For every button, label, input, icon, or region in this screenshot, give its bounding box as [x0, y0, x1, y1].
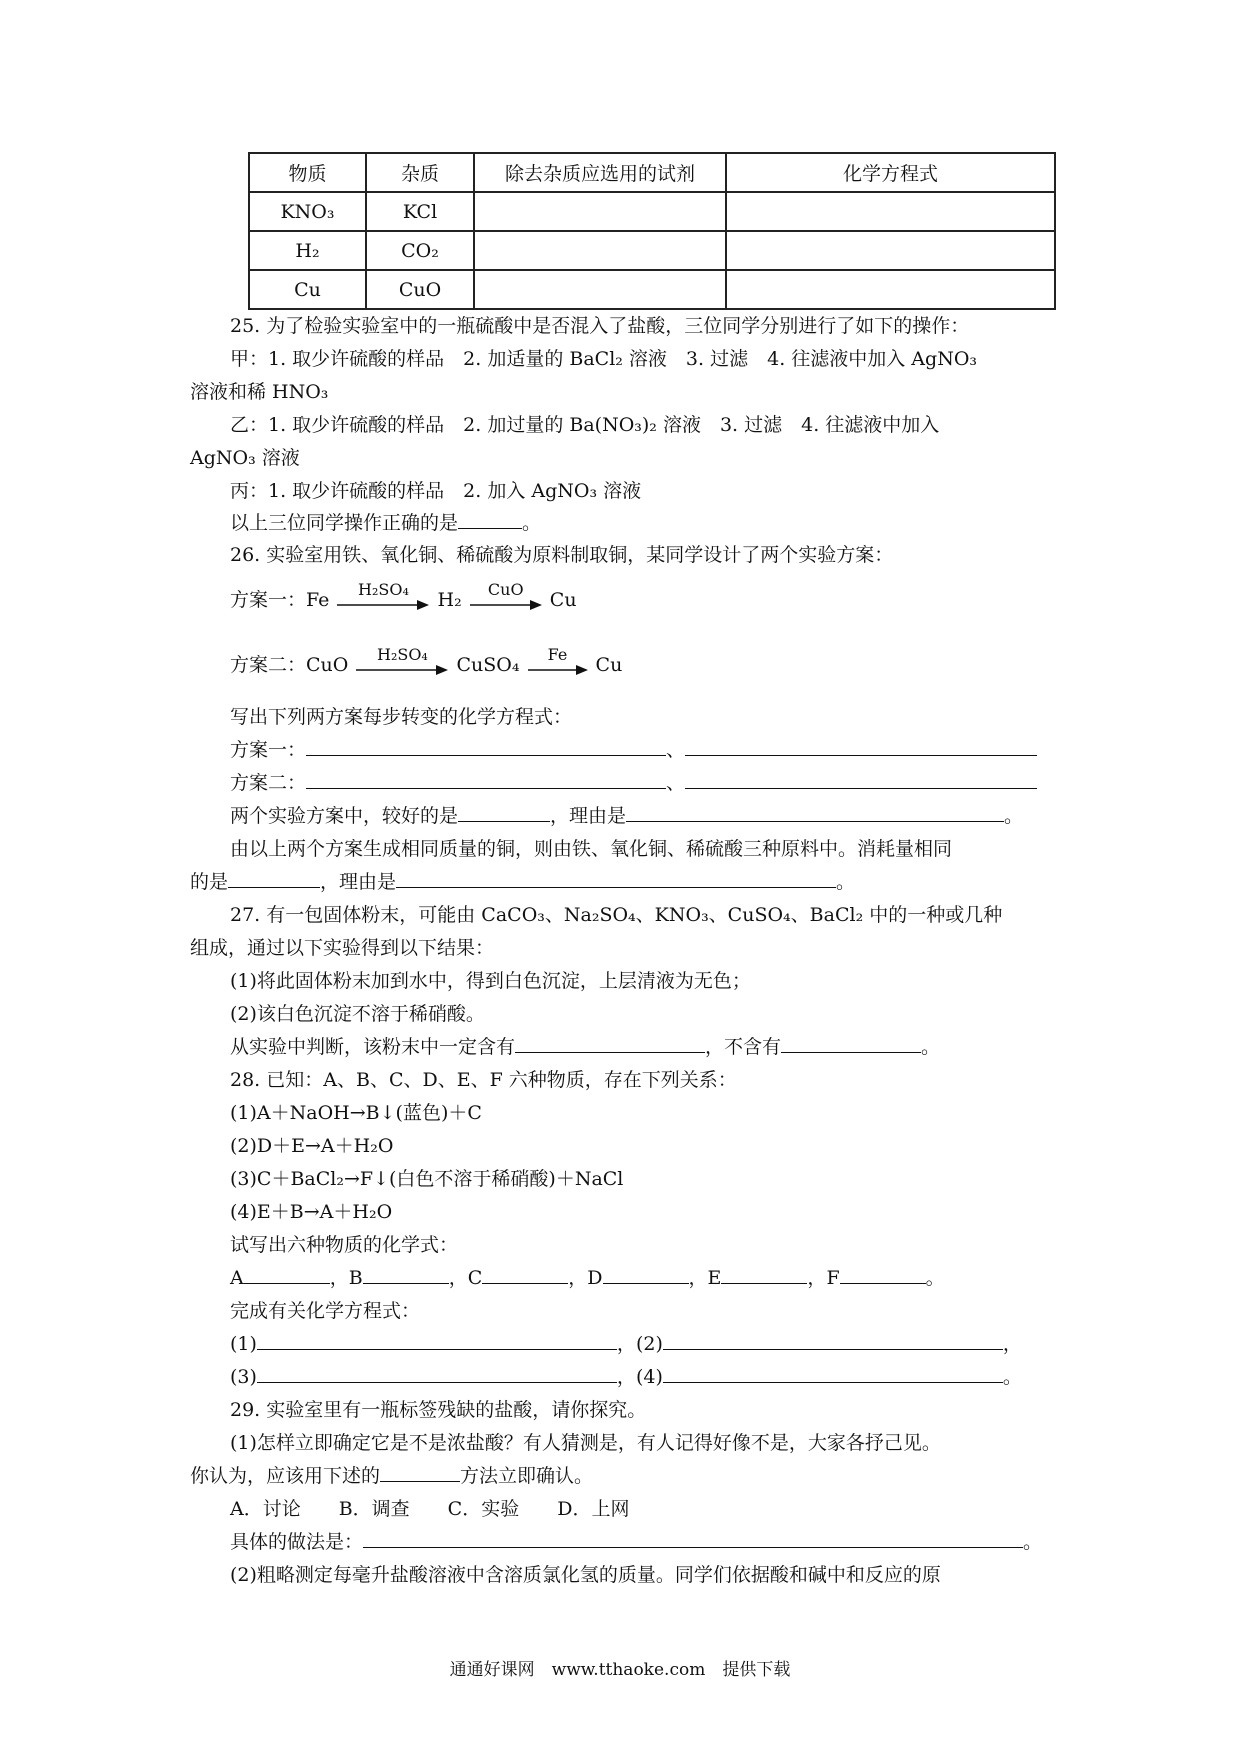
q27-stem: 组成，通过以下实验得到以下结果： [190, 937, 495, 959]
q28-equation-blanks [230, 1329, 1070, 1359]
impurity-table [248, 152, 1056, 310]
separator: 、 [666, 739, 686, 761]
answer-cell[interactable] [726, 231, 1055, 270]
equation-label: (2) [635, 1333, 663, 1355]
q27-condition: (2)该白色沉淀不溶于稀硝酸。 [230, 1003, 485, 1025]
table-cell: CuO [366, 270, 474, 309]
separator: ， [1002, 1333, 1022, 1355]
answer-blank[interactable] [458, 508, 522, 529]
q26-stem: 26. 实验室用铁、氧化铜、稀硫酸为原料制取铜，某同学设计了两个实验方案： [230, 544, 894, 566]
answer-cell[interactable] [474, 192, 726, 231]
q28-equation-blanks [230, 1362, 1070, 1392]
separator: ， [568, 1267, 588, 1289]
answer-blank[interactable] [257, 1362, 617, 1383]
q25-jia-line: 甲：1. 取少许硫酸的样品 2. 加适量的 BaCl₂ 溶液 3. 过滤 4. 往滤液中加入 AgNO₃ [230, 348, 978, 370]
arrow-reagent: Fe [547, 645, 568, 664]
scheme-label: 方案二： [230, 654, 307, 676]
answer-blank[interactable] [603, 1263, 689, 1284]
q29-part1-question [190, 1461, 1070, 1491]
question-end: 。 [1002, 1366, 1022, 1388]
table-cell: KCl [366, 192, 474, 231]
q28-complete: 完成有关化学方程式： [230, 1300, 421, 1322]
answer-blank[interactable] [685, 735, 1037, 756]
q26-write-prompt: 写出下列两方案每步转变的化学方程式： [230, 706, 573, 728]
reaction-arrow [470, 580, 542, 614]
arrow-right-icon [528, 665, 588, 675]
page-footer: 通通好课网 www.tthaoke.com 提供下载 [449, 1660, 791, 1680]
table-cell: H₂ [249, 231, 366, 270]
answer-cell[interactable] [726, 192, 1055, 231]
letter-label: E [707, 1267, 722, 1289]
scheme-substance: H₂ [437, 589, 462, 611]
scheme-label: 方案二： [230, 772, 307, 794]
reaction-arrow [356, 645, 448, 679]
answer-blank[interactable] [458, 801, 550, 822]
answer-blank[interactable] [257, 1329, 617, 1350]
q28-relation: (3)C＋BaCl₂→F↓(白色不溶于稀硝酸)＋NaCl [230, 1168, 624, 1190]
q25-yi-line: 乙：1. 取少许硫酸的样品 2. 加过量的 Ba(NO₃)₂ 溶液 3. 过滤 4. 往滤液中加入 [230, 414, 940, 436]
q25-question-end: 。 [522, 512, 542, 534]
answer-blank[interactable] [515, 1032, 705, 1053]
equation-label: (3) [230, 1366, 257, 1388]
q25-question-text: 以上三位同学操作正确的是 [230, 512, 459, 534]
separator: 、 [666, 772, 686, 794]
q28-formula-blanks [230, 1263, 1070, 1293]
q29-part1: (1)怎样立即确定它是不是浓盐酸？有人猜测是，有人记得好像不是，大家各抒己见。 [230, 1432, 941, 1454]
answer-blank[interactable] [781, 1032, 921, 1053]
reaction-arrow [528, 645, 588, 679]
letter-label: A [230, 1267, 244, 1289]
q25-stem: 25. 为了检验实验室中的一瓶硫酸中是否混入了盐酸，三位同学分别进行了如下的操作： [230, 315, 970, 337]
separator: ， [616, 1366, 636, 1388]
question-text: 两个实验方案中，较好的是 [230, 805, 459, 827]
q29-stem: 29. 实验室里有一瓶标签残缺的盐酸，请你探究。 [230, 1399, 647, 1421]
arrow-right-icon [470, 600, 542, 610]
q26-consume-question [190, 867, 1070, 897]
scheme-substance: Cu [595, 654, 623, 676]
table-header: 杂质 [366, 153, 474, 192]
answer-blank[interactable] [363, 1263, 449, 1284]
q26-consume-line: 由以上两个方案生成相同质量的铜，则由铁、氧化铜、稀硫酸三种原料中。消耗量相同 [230, 838, 953, 860]
table-header-row [249, 153, 1055, 192]
q29-options: A．讨论 B．调查 C．实验 D．上网 [230, 1498, 630, 1520]
answer-blank[interactable] [363, 1527, 1023, 1548]
arrow-reagent: H₂SO₄ [358, 580, 409, 599]
answer-blank[interactable] [663, 1362, 1003, 1383]
table-header: 除去杂质应选用的试剂 [474, 153, 726, 192]
q29-part2: (2)粗略测定每毫升盐酸溶液中含溶质氯化氢的质量。同学们依据酸和碱中和反应的原 [230, 1564, 941, 1586]
answer-cell[interactable] [474, 270, 726, 309]
separator: ， [807, 1267, 827, 1289]
table-header: 物质 [249, 153, 366, 192]
answer-blank[interactable] [721, 1263, 807, 1284]
q26-better-question [230, 801, 1070, 831]
q27-condition: (1)将此固体粉末加到水中，得到白色沉淀，上层清液为无色； [230, 970, 751, 992]
scheme-substance: Cu [549, 589, 577, 611]
q25-jia-line: 溶液和稀 HNO₃ [190, 381, 329, 403]
q28-relation: (2)D＋E→A＋H₂O [230, 1135, 394, 1157]
separator: ， [616, 1333, 636, 1355]
arrow-right-icon [337, 600, 429, 610]
reaction-arrow [337, 580, 429, 614]
arrow-right-icon [356, 665, 448, 675]
q26-scheme2-answers [230, 768, 1070, 798]
separator: ， [329, 1267, 349, 1289]
q27-stem: 27. 有一包固体粉末，可能由 CaCO₃、Na₂SO₄、KNO₃、CuSO₄、BaCl₂ 中的一种或几种 [230, 904, 1003, 926]
letter-label: F [826, 1267, 840, 1289]
arrow-reagent: CuO [487, 580, 524, 599]
answer-cell[interactable] [474, 231, 726, 270]
answer-blank[interactable] [663, 1329, 1003, 1350]
answer-blank[interactable] [685, 768, 1037, 789]
answer-blank[interactable] [306, 768, 666, 789]
table-row [249, 192, 1055, 231]
table-cell: KNO₃ [249, 192, 366, 231]
question-text: ，不含有 [705, 1036, 782, 1058]
equation-label: (4) [635, 1366, 663, 1388]
question-text: 的是 [190, 871, 229, 893]
separator: ， [688, 1267, 708, 1289]
answer-cell[interactable] [726, 270, 1055, 309]
question-end: 。 [1023, 1531, 1043, 1553]
table-header: 化学方程式 [726, 153, 1055, 192]
table-cell: Cu [249, 270, 366, 309]
answer-blank[interactable] [380, 1461, 460, 1482]
question-text: 方法立即确认。 [460, 1465, 594, 1487]
letter-label: C [467, 1267, 483, 1289]
table-row [249, 270, 1055, 309]
answer-blank[interactable] [840, 1263, 926, 1284]
q28-relation: (4)E＋B→A＋H₂O [230, 1201, 393, 1223]
q25-question [230, 508, 1070, 538]
q29-method [230, 1527, 1070, 1557]
arrow-reagent: H₂SO₄ [376, 645, 428, 664]
q25-yi-line: AgNO₃ 溶液 [190, 447, 300, 469]
question-end: 。 [925, 1267, 945, 1289]
q28-ask: 试写出六种物质的化学式： [230, 1234, 459, 1256]
answer-blank[interactable] [244, 1263, 330, 1284]
question-text: ，理由是 [550, 805, 627, 827]
scheme-label: 方案一： [230, 739, 307, 761]
question-text: 从实验中判断，该粉末中一定含有 [230, 1036, 516, 1058]
q28-relation: (1)A＋NaOH→B↓(蓝色)＋C [230, 1102, 482, 1124]
question-text: 你认为，应该用下述的 [190, 1465, 381, 1487]
letter-label: D [587, 1267, 603, 1289]
answer-blank[interactable] [306, 735, 666, 756]
table-row [249, 231, 1055, 270]
equation-label: (1) [230, 1333, 257, 1355]
question-text: 具体的做法是： [230, 1531, 364, 1553]
answer-blank[interactable] [626, 801, 1004, 822]
question-text: ，理由是 [320, 871, 397, 893]
question-end: 。 [1004, 805, 1024, 827]
letter-label: B [348, 1267, 363, 1289]
scheme-two [230, 645, 623, 679]
separator: ， [448, 1267, 468, 1289]
q25-bing-line: 丙：1. 取少许硫酸的样品 2. 加入 AgNO₃ 溶液 [230, 480, 642, 502]
q27-question [230, 1032, 1070, 1062]
q26-scheme1-answers [230, 735, 1070, 765]
scheme-substance: Fe [306, 589, 330, 611]
answer-blank[interactable] [396, 867, 836, 888]
scheme-substance: CuSO₄ [456, 654, 520, 676]
scheme-label: 方案一： [230, 589, 307, 611]
table-cell: CO₂ [366, 231, 474, 270]
scheme-one [230, 580, 577, 614]
answer-blank[interactable] [228, 867, 320, 888]
question-end: 。 [836, 871, 856, 893]
q28-stem: 28. 已知：A、B、C、D、E、F 六种物质，存在下列关系： [230, 1069, 737, 1091]
scheme-substance: CuO [306, 654, 349, 676]
answer-blank[interactable] [482, 1263, 568, 1284]
question-end: 。 [921, 1036, 941, 1058]
